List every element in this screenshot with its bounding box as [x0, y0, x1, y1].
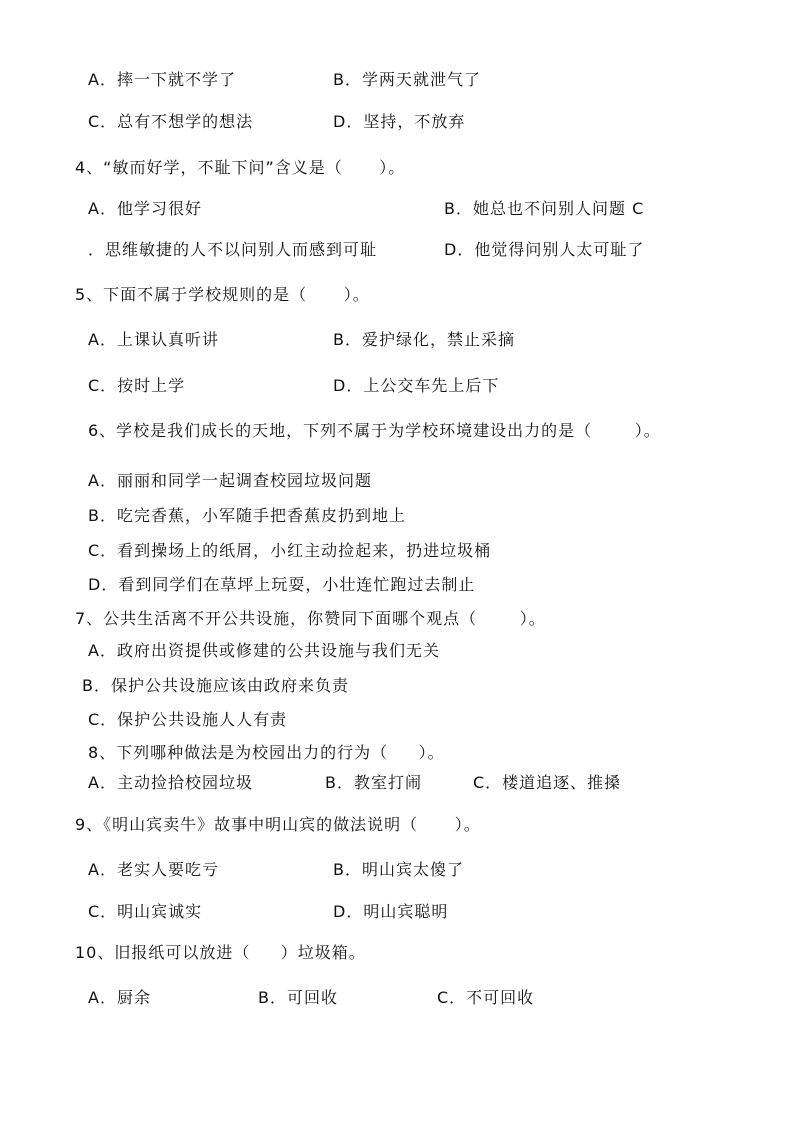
q5-stem: 5、下面不属于学校规则的是（ ）。: [75, 285, 370, 304]
q10-stem: 10、旧报纸可以放进（ ）垃圾箱。: [75, 943, 366, 962]
q4-option-d: D．他觉得问别人太可耻了: [444, 240, 645, 259]
q9-stem: 9、《明山宾卖牛》故事中明山宾的做法说明（ ）。: [75, 815, 481, 834]
q7-option-a: A．政府出资提供或修建的公共设施与我们无关: [88, 641, 440, 660]
q9-option-b: B．明山宾太傻了: [333, 860, 464, 879]
q6-option-b: B．吃完香蕉，小军随手把香蕉皮扔到地上: [88, 506, 406, 525]
q7-option-b: B．保护公共设施应该由政府来负责: [82, 676, 349, 695]
q7-option-c: C．保护公共设施人人有责: [88, 710, 288, 729]
q9-option-c: C．明山宾诚实: [88, 902, 203, 921]
q3-option-c: C．总有不想学的想法: [88, 112, 254, 131]
q8-option-b: B．教室打闹: [325, 773, 422, 792]
q4-option-a: A．他学习很好: [88, 199, 202, 218]
q6-option-a: A．丽丽和同学一起调查校园垃圾问题: [88, 471, 372, 490]
q7-stem: 7、公共生活离不开公共设施，你赞同下面哪个观点（ ）。: [75, 609, 546, 628]
q8-stem: 8、下列哪种做法是为校园出力的行为（ ）。: [88, 743, 445, 762]
q6-option-d: D．看到同学们在草坪上玩耍，小壮连忙跑过去制止: [88, 575, 476, 594]
q9-option-a: A．老实人要吃亏: [88, 860, 219, 879]
q5-option-d: D．上公交车先上后下: [333, 376, 500, 395]
q10-option-c: C．不可回收: [437, 988, 535, 1007]
q6-option-c: C．看到操场上的纸屑，小红主动捡起来，扔进垃圾桶: [88, 541, 492, 560]
q10-option-a: A．厨余: [88, 988, 151, 1007]
q6-stem: 6、学校是我们成长的天地，下列不属于为学校环境建设出力的是（ ）。: [88, 421, 661, 440]
q3-option-a: A．摔一下就不学了: [88, 70, 236, 89]
q3-option-d: D．坚持，不放弃: [333, 112, 466, 131]
q3-option-b: B．学两天就泄气了: [333, 70, 481, 89]
q8-option-c: C．楼道追逐、推搡: [473, 773, 622, 792]
q4-option-c: ．思维敏捷的人不以问别人而感到可耻: [88, 240, 378, 259]
q5-option-c: C．按时上学: [88, 376, 186, 395]
q5-option-a: A．上课认真听讲: [88, 330, 219, 349]
q10-option-b: B．可回收: [258, 988, 338, 1007]
q4-option-b: B．她总也不问别人问题 C: [444, 199, 645, 218]
q5-option-b: B．爱护绿化，禁止采摘: [333, 330, 515, 349]
q9-option-d: D．明山宾聪明: [333, 902, 449, 921]
q4-stem: 4、“敏而好学，不耻下问”含义是（ ）。: [75, 158, 406, 177]
q8-option-a: A．主动捡拾校园垃圾: [88, 773, 253, 792]
